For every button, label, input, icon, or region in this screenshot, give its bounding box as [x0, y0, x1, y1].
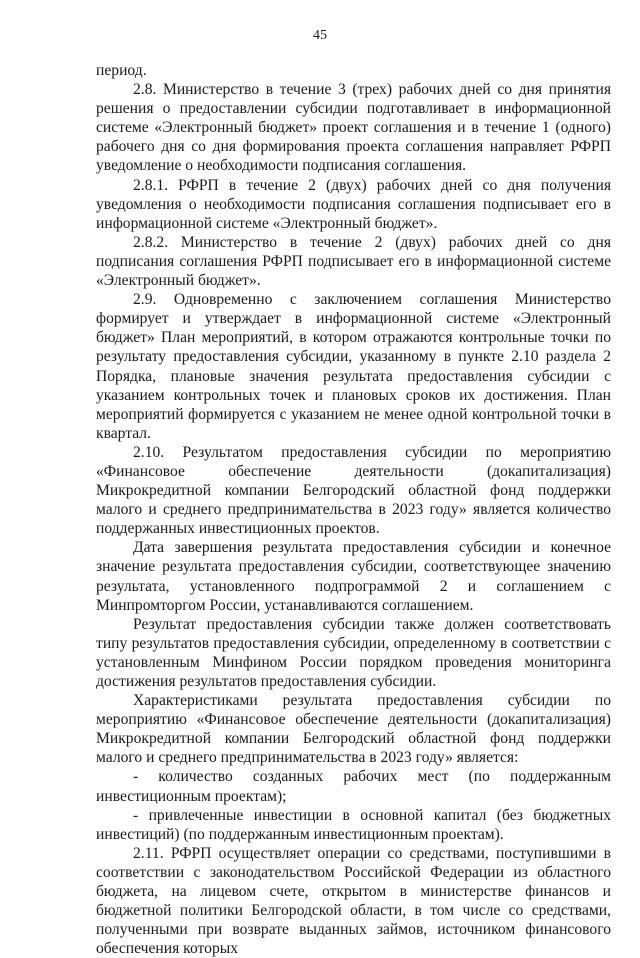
page-number: 45	[313, 28, 327, 43]
paragraph: 2.8.1. РФРП в течение 2 (двух) рабочих дней со дня получения уведомления о необходимости подписания соглашения подписывает его в информационной системе «Электронный бюджет».	[96, 176, 611, 232]
paragraph: 2.11. РФРП осуществляет операции со средствами, поступившими в соответствии с законодательством Российской Федерации из областного бюджета, на лицевом счете, открытом в министерстве финансов и бюджетной политики Белгородской области, в том числе со средствами, полученными при возврате выданных займов, источником финансового обеспечения которых	[96, 844, 611, 958]
list-item: - количество созданных рабочих мест (по поддержанным инвестиционным проектам);	[96, 768, 611, 805]
paragraph: Результат предоставления субсидии также должен соответствовать типу результатов предоставления субсидии, определенному в соответствии с установленным Минфином России порядком проведения мониторинга достижения результатов предоставления субсидии.	[96, 615, 611, 690]
list-item: - привлеченные инвестиции в основной капитал (без бюджетных инвестиций) (по поддержанным инвестиционным проектам).	[96, 806, 611, 843]
paragraph: 2.8.2. Министерство в течение 2 (двух) рабочих дней со дня подписания соглашения РФРП подписывает его в информационной системе «Электронный бюджет».	[96, 233, 611, 290]
paragraph: 2.9. Одновременно с заключением соглашения Министерство формирует и утверждает в информационной системе «Электронный бюджет» План мероприятий, в котором отражаются контрольные точки по результату предоставления субсидии, указанному в пункте 2.10 раздела 2 Порядка, плановые значения результата предоставления субсидии с указанием контрольных точек и плановых сроков их достижения. План мероприятий формируется с указанием не менее одной контрольной точки в квартал.	[96, 291, 611, 442]
paragraph: 2.8. Министерство в течение 3 (трех) рабочих дней со дня принятия решения о предоставлении субсидии подготавливает в информационной системе «Электронный бюджет» проект соглашения и в течение 1 (одного) рабочего дня со дня формирования проекта соглашения направляет РФРП уведомление о необходимости подписания соглашения.	[96, 81, 611, 175]
document-body	[96, 61, 611, 958]
paragraph: Дата завершения результата предоставления субсидии и конечное значение результата предоставления субсидии, соответствующее значению результата, установленного подпрограммой 2 и соглашением с Минпромторгом России, устанавливаются соглашением.	[96, 539, 611, 614]
paragraph: Характеристиками результата предоставления субсидии по мероприятию «Финансовое обеспечение деятельности (докапитализация) Микрокредитной компании Белгородский областной фонд поддержки малого и среднего предпринимательства в 2023 году» является:	[96, 692, 611, 767]
paragraph: период.	[96, 62, 147, 79]
paragraph: 2.10. Результатом предоставления субсидии по мероприятию «Финансовое обеспечение деятельности (докапитализация) Микрокредитной компании Белгородский областной фонд поддержки малого и среднего предпринимательства в 2023 году» является количество поддержанных инвестиционных проектов.	[96, 443, 611, 538]
